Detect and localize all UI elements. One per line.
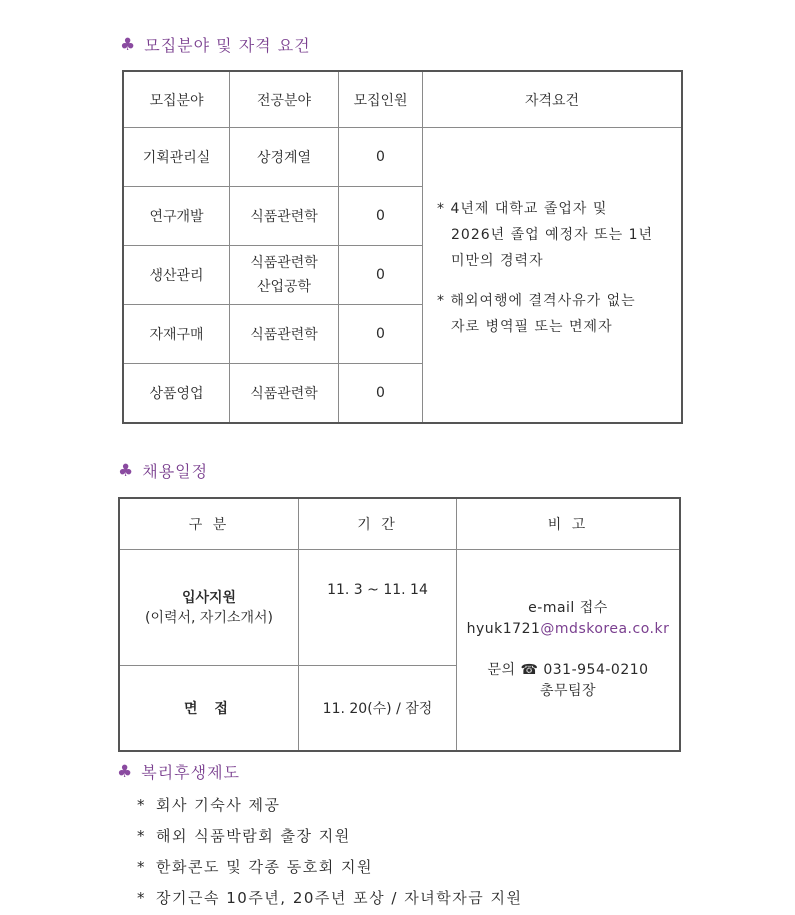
welfare-text: 한화콘도 및 각종 동호회 지원 <box>156 858 373 876</box>
major-cell <box>230 246 339 305</box>
table-row <box>119 550 680 666</box>
welfare-text: 장기근속 10주년, 20주년 포상 / 자녀학자금 지원 <box>156 889 523 907</box>
club-icon: ♣ <box>118 460 135 481</box>
requirement-line: 자로 병역필 또는 면제자 <box>451 319 613 335</box>
welfare-text: 해외 식품박람회 출장 지원 <box>156 827 351 845</box>
email-domain: @mdskorea.co.kr <box>540 621 670 637</box>
section-title-text: 모집분야 및 자격 요건 <box>144 36 311 55</box>
bullet-star-icon: * <box>137 858 146 876</box>
requirement-line: 2026년 졸업 예정자 또는 1년 <box>451 227 654 243</box>
major-cell: 식품관련학 <box>230 305 339 364</box>
requirements-cell <box>423 128 683 424</box>
field-cell: 자재구매 <box>123 305 230 364</box>
field-cell: 생산관리 <box>123 246 230 305</box>
schedule-table <box>118 497 681 752</box>
field-cell: 기획관리실 <box>123 128 230 187</box>
category-cell <box>119 550 299 666</box>
major-text: 식품관련학 <box>250 255 318 271</box>
requirement-line: 미만의 경력자 <box>451 253 544 269</box>
section-title-text: 채용일정 <box>142 462 209 481</box>
bullet-star-icon: * <box>137 889 146 907</box>
email-address <box>458 619 678 640</box>
email-label: e-mail 접수 <box>528 600 608 616</box>
count-cell: 0 <box>339 246 423 305</box>
requirement-line: * 해외여행에 결격사유가 없는 <box>437 293 636 309</box>
welfare-text: 회사 기숙사 제공 <box>156 796 281 814</box>
list-item <box>137 790 522 821</box>
welfare-list <box>137 790 522 914</box>
period-cell: 11. 3 ~ 11. 14 <box>299 550 457 666</box>
list-item <box>137 852 522 883</box>
header-requirements: 자격요건 <box>423 71 683 128</box>
table-header-row <box>123 71 682 128</box>
section-title-schedule <box>118 459 208 482</box>
phone-number: 031-954-0210 <box>543 662 649 678</box>
contact-label: 문의 <box>487 662 516 678</box>
category-label: 입사지원 <box>181 589 237 606</box>
list-item <box>137 821 522 852</box>
bullet-star-icon: * <box>137 796 146 814</box>
table-row <box>123 128 682 187</box>
major-cell: 상경계열 <box>230 128 339 187</box>
contact-person: 총무팀장 <box>539 683 597 699</box>
requirement-line: * 4년제 대학교 졸업자 및 <box>437 201 608 217</box>
field-cell: 상품영업 <box>123 364 230 424</box>
count-cell: 0 <box>339 128 423 187</box>
club-icon: ♣ <box>117 761 134 782</box>
count-cell: 0 <box>339 187 423 246</box>
header-field: 모집분야 <box>123 71 230 128</box>
recruitment-table <box>122 70 683 424</box>
period-cell: 11. 20(수) / 잠정 <box>299 666 457 752</box>
list-item <box>137 883 522 914</box>
club-icon: ♣ <box>120 34 137 55</box>
category-sublabel: (이력서, 자기소개서) <box>144 609 274 626</box>
category-cell: 면 접 <box>119 666 299 752</box>
contact-line <box>458 660 678 681</box>
email-user: hyuk1721 <box>466 621 541 637</box>
field-cell: 연구개발 <box>123 187 230 246</box>
header-note: 비 고 <box>457 498 681 550</box>
phone-icon: ☎ <box>520 662 539 678</box>
table-header-row <box>119 498 680 550</box>
section-title-text: 복리후생제도 <box>141 763 240 782</box>
section-title-recruitment <box>120 33 311 56</box>
header-major: 전공분야 <box>230 71 339 128</box>
major-cell: 식품관련학 <box>230 187 339 246</box>
major-cell: 식품관련학 <box>230 364 339 424</box>
count-cell: 0 <box>339 364 423 424</box>
bullet-star-icon: * <box>137 827 146 845</box>
count-cell: 0 <box>339 305 423 364</box>
header-count: 모집인원 <box>339 71 423 128</box>
note-cell <box>457 550 681 752</box>
major-text: 산업공학 <box>256 279 312 295</box>
header-period: 기 간 <box>299 498 457 550</box>
section-title-welfare <box>117 760 240 783</box>
header-category: 구 분 <box>119 498 299 550</box>
